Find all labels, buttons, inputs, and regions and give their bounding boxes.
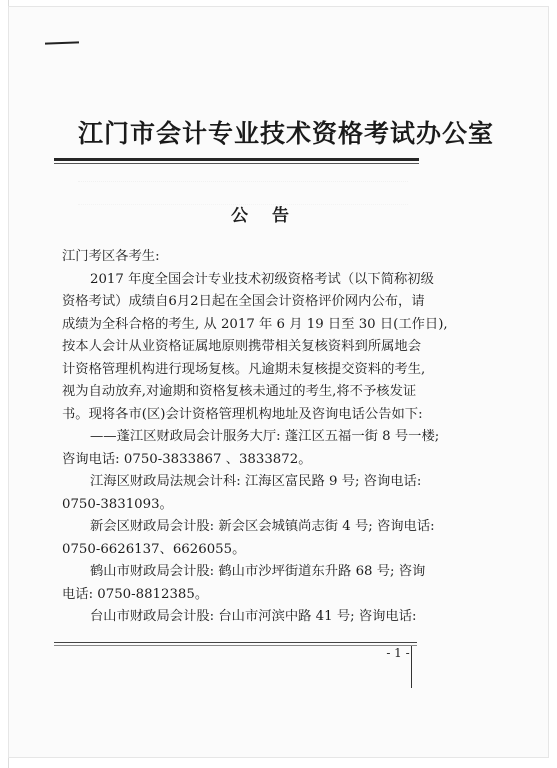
body-line: ——蓬江区财政局会计服务大厅: 蓬江区五福一街 8 号一楼; [90,429,440,444]
salutation: 江门考区各考生: [62,249,160,264]
letterhead-rule-thin [54,163,419,164]
body-line: 咨询电话: 0750-3833867 、3833872。 [62,451,312,467]
document-page [8,6,549,758]
body-line: 新会区财政局会计股: 新会区会城镇尚志街 4 号; 咨询电话: [90,519,435,534]
body-line: 电话: 0750-8812385。 [62,586,209,602]
body-line: 书。现将各市(区)会计资格管理机构地址及咨询电话公告如下: [62,406,423,422]
margin-mark [411,646,412,688]
body-line: 台山市财政局会计股: 台山市河滨中路 41 号; 咨询电话: [90,609,417,624]
body-line: 2017 年度全国会计专业技术初级资格考试（以下简称初级 [90,271,434,287]
body-line: 江海区财政局法规会计科: 江海区富民路 9 号; 咨询电话: [90,474,422,489]
handwritten-mark [45,41,79,44]
body-line: 0750-3831093。 [62,496,173,512]
body-line: 鹤山市财政局会计股: 鹤山市沙坪街道东升路 68 号; 咨询 [90,564,426,579]
body-line: 0750-6626137、6626055。 [62,541,246,557]
body-line: 成绩为全科合格的考生, 从 2017 年 6 月 19 日至 30 日(工作日), [62,316,448,332]
letterhead-title: 江门市会计专业技术资格考试办公室 [78,119,495,148]
body-line: 视为自动放弃,对逾期和资格复核未通过的考生,将不予核发证 [62,384,417,399]
body-line: 资格考试）成绩自6月2日起在全国会计资格评价网内公布，请 [62,294,425,309]
footer-rule [54,642,417,643]
footer-rule-thin [54,645,417,646]
letterhead-rule-thick [54,158,419,161]
notice-body [62,246,448,629]
body-line: 按本人会计从业资格证属地原则携带相关复核资料到所属地会 [62,339,422,354]
body-line: 计资格管理机构进行现场复核。凡逾期未复核提交资料的考生, [62,361,426,377]
notice-title: 公告 [231,206,313,226]
page-number: - 1 - [386,646,410,660]
